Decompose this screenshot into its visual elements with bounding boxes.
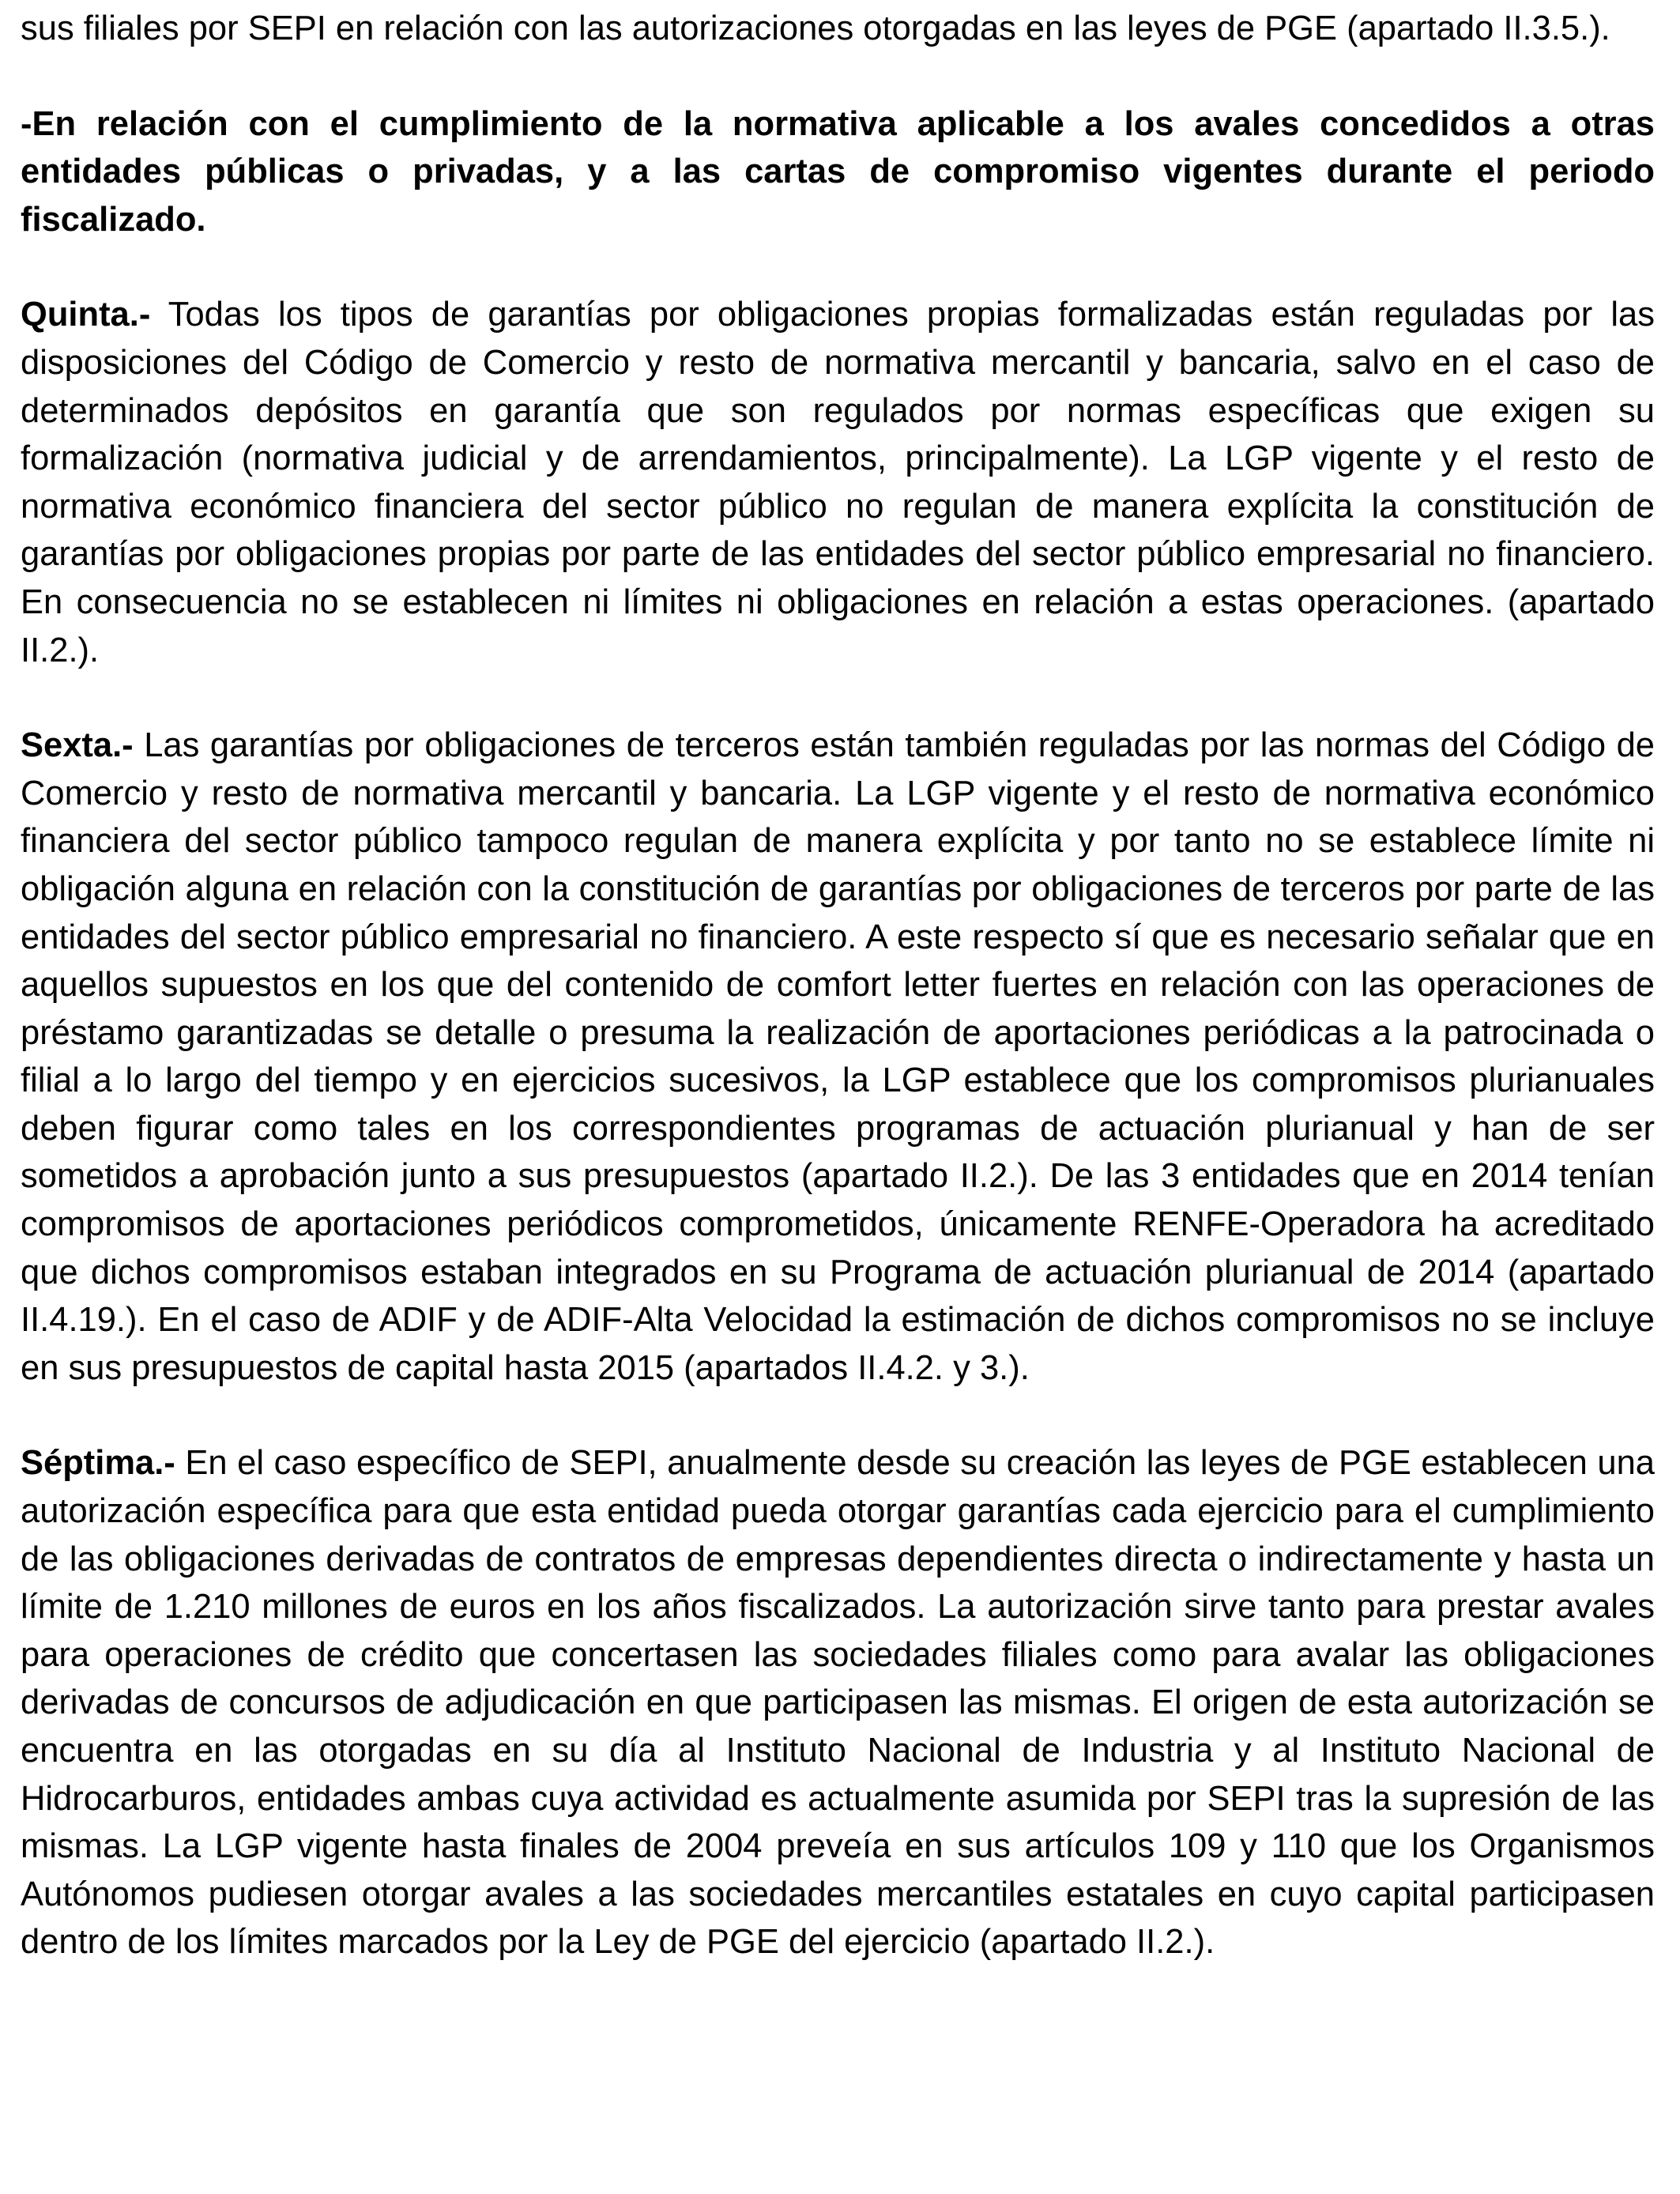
document-page <box>21 5 1655 1966</box>
section-heading-avales <box>21 100 1655 244</box>
paragraph-lead-sexta: Sexta.- <box>21 726 134 765</box>
paragraph-text: sus filiales por SEPI en relación con las autorizaciones otorgadas en las leyes de PGE (apartado II.3.5.). <box>21 9 1610 47</box>
paragraph-text: Todas los tipos de garantías por obligaciones propias formalizadas están reguladas por las disposiciones del Código de Comercio y resto de normativa mercantil y bancaria, salvo en el caso de determinados depósitos en garantía que son regulados por normas específicas que exigen su formalización (normativa judicial y de arrendamientos, principalmente). La LGP vigente y el resto de normativa económico financiera del sector público no regulan de manera explícita la constitución de garantías por obligaciones propias por parte de las entidades del sector público empresarial no financiero. En consecuencia no se establecen ni límites ni obligaciones en relación a estas operaciones. (apartado II.2.). <box>21 296 1655 669</box>
paragraph-quinta <box>21 291 1655 674</box>
paragraph-continuation <box>21 5 1655 53</box>
paragraph-lead-septima: Séptima.- <box>21 1444 175 1483</box>
paragraph-sexta <box>21 722 1655 1392</box>
paragraph-text: Las garantías por obligaciones de terceros están también reguladas por las normas del Código de Comercio y resto de normativa mercantil y bancaria. La LGP vigente y el resto de normativa económico financiera del sector público tampoco regulan de manera explícita y por tanto no se establece límite ni obligación alguna en relación con la constitución de garantías por obligaciones de terceros por parte de las entidades del sector público empresarial no financiero. A este respecto sí que es necesario señalar que en aquellos supuestos en los que del contenido de comfort letter fuertes en relación con las operaciones de préstamo garantizadas se detalle o presuma la realización de aportaciones periódicas a la patrocinada o filial a lo largo del tiempo y en ejercicios sucesivos, la LGP establece que los compromisos plurianuales deben figurar como tales en los correspondientes programas de actuación plurianual y han de ser sometidos a aprobación junto a sus presupuestos (apartado II.2.). De las 3 entidades que en 2014 tenían compromisos de aportaciones periódicos comprometidos, únicamente RENFE-Operadora ha acreditado que dichos compromisos estaban integrados en su Programa de actuación plurianual de 2014 (apartado II.4.19.). En el caso de ADIF y de ADIF-Alta Velocidad la estimación de dichos compromisos no se incluye en sus presupuestos de capital hasta 2015 (apartados II.4.2. y 3.). <box>21 726 1655 1387</box>
paragraph-septima <box>21 1439 1655 1966</box>
paragraph-text: En el caso específico de SEPI, anualmente desde su creación las leyes de PGE establecen una autorización específica para que esta entidad pueda otorgar garantías cada ejercicio para el cumplimiento de las obligaciones derivadas de contratos de empresas dependientes directa o indirectamente y hasta un límite de 1.210 millones de euros en los años fiscalizados. La autorización sirve tanto para prestar avales para operaciones de crédito que concertasen las sociedades filiales como para avalar las obligaciones derivadas de concursos de adjudicación en que participasen las mismas. El origen de esta autorización se encuentra en las otorgadas en su día al Instituto Nacional de Industria y al Instituto Nacional de Hidrocarburos, entidades ambas cuya actividad es actualmente asumida por SEPI tras la supresión de las mismas. La LGP vigente hasta finales de 2004 preveía en sus artículos 109 y 110 que los Organismos Autónomos pudiesen otorgar avales a las sociedades mercantiles estatales en cuyo capital participasen dentro de los límites marcados por la Ley de PGE del ejercicio (apartado II.2.). <box>21 1444 1655 1962</box>
paragraph-lead-quinta: Quinta.- <box>21 296 151 334</box>
section-heading-text: -En relación con el cumplimiento de la normativa aplicable a los avales concedidos a otras entidades públicas o privadas, y a las cartas de compromiso vigentes durante el periodo fiscalizado. <box>21 104 1655 239</box>
